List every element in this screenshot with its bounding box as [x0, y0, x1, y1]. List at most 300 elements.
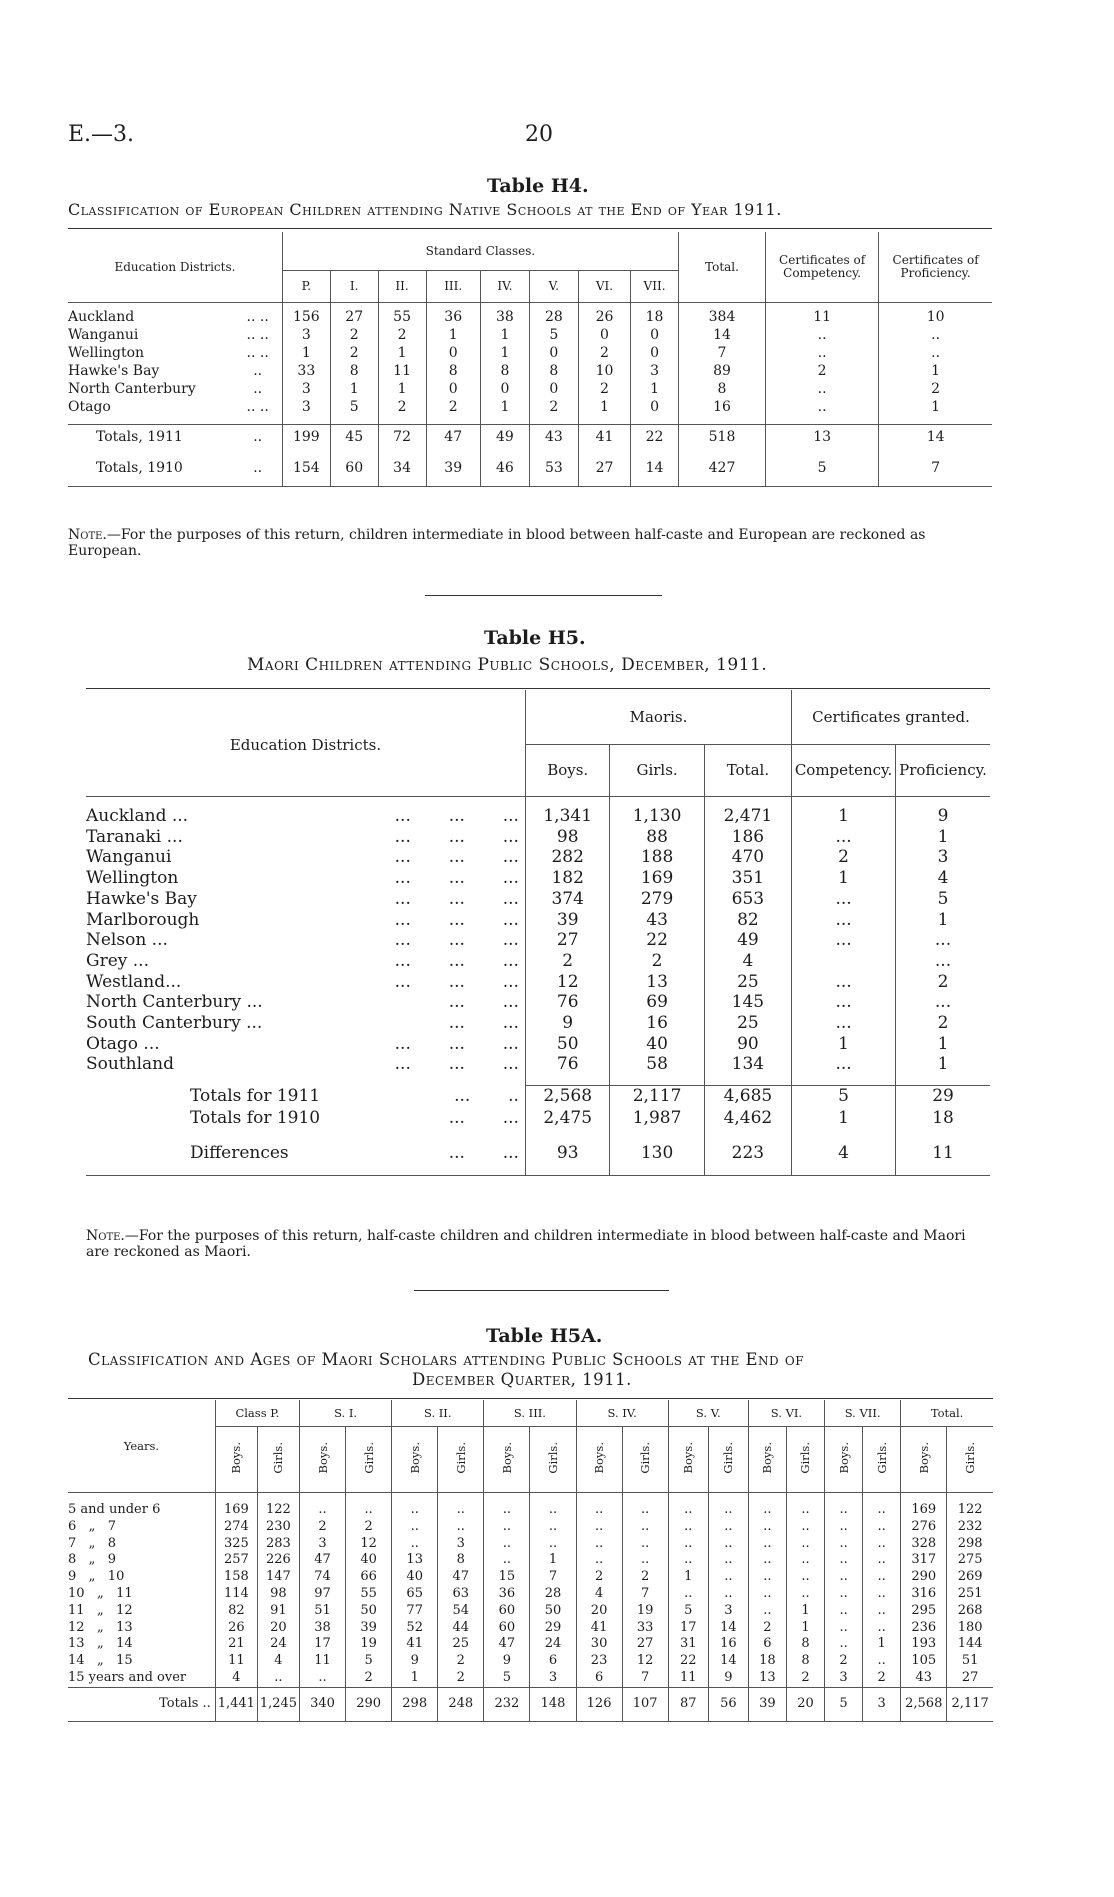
- total-cell: 148: [530, 1687, 576, 1721]
- count-cell: 33: [622, 1620, 668, 1637]
- count-cell: ..: [257, 1670, 299, 1687]
- count-cell: 24: [257, 1636, 299, 1653]
- count-cell: 3: [438, 1536, 484, 1553]
- count-cell: 17: [668, 1620, 708, 1637]
- totals-label: Totals ..: [159, 1695, 211, 1711]
- count-cell: 122: [947, 1502, 993, 1519]
- value-cell: 9: [525, 1013, 609, 1034]
- count-cell: 9: [484, 1653, 530, 1670]
- h5a-girls-label: Girls.: [545, 1441, 560, 1474]
- count-cell: ..: [863, 1569, 901, 1586]
- h5-body: [86, 796, 990, 1176]
- table-row: [86, 889, 990, 910]
- count-cell: ..: [748, 1586, 786, 1603]
- leader-dots: .. ..: [246, 399, 269, 415]
- count-cell: 97: [299, 1586, 345, 1603]
- count-cell: ..: [576, 1536, 622, 1553]
- leader-dots: ... ... ...: [394, 971, 519, 992]
- count-cell: 50: [530, 1603, 576, 1620]
- value-cell: ...: [792, 972, 896, 993]
- class-count: 3: [282, 326, 330, 344]
- value-cell: 76: [525, 992, 609, 1013]
- leader-dots: ... ..: [454, 1086, 519, 1107]
- total-count: 16: [678, 398, 765, 416]
- district-name: Marlborough: [86, 909, 200, 930]
- age-range: 15 years and over: [68, 1669, 187, 1685]
- total-count: 7: [678, 344, 765, 362]
- h5a-girls-label: Girls.: [361, 1441, 376, 1474]
- count-cell: ..: [863, 1653, 901, 1670]
- class-count: 27: [578, 450, 630, 486]
- count-cell: 47: [299, 1552, 345, 1569]
- value-cell: 134: [704, 1054, 791, 1075]
- count-cell: ..: [346, 1502, 392, 1519]
- value-cell: 1: [896, 827, 990, 848]
- count-cell: ..: [708, 1586, 748, 1603]
- h5a-boys-header: [484, 1426, 530, 1492]
- h5a-boys-label: Boys.: [916, 1441, 931, 1474]
- count-cell: 60: [484, 1603, 530, 1620]
- district-name: Hawke's Bay: [86, 888, 197, 909]
- count-cell: 51: [299, 1603, 345, 1620]
- value-cell: 4,462: [704, 1108, 791, 1130]
- count-cell: 169: [901, 1502, 947, 1519]
- count-cell: 18: [748, 1653, 786, 1670]
- value-cell: 9: [896, 806, 990, 827]
- total-cell: 87: [668, 1687, 708, 1721]
- district-name: Taranaki ...: [86, 826, 183, 847]
- competency-count: 5: [766, 450, 879, 486]
- value-cell: 50: [525, 1034, 609, 1055]
- h5a-class-header: S. II.: [392, 1400, 484, 1426]
- count-cell: 2: [622, 1569, 668, 1586]
- table-row: [68, 326, 992, 344]
- count-cell: ..: [438, 1519, 484, 1536]
- class-count: 2: [578, 344, 630, 362]
- count-cell: 5: [484, 1670, 530, 1687]
- count-cell: 47: [484, 1636, 530, 1653]
- class-count: 0: [578, 326, 630, 344]
- count-cell: ..: [668, 1536, 708, 1553]
- count-cell: 3: [299, 1536, 345, 1553]
- count-cell: 328: [901, 1536, 947, 1553]
- count-cell: 2: [346, 1670, 392, 1687]
- note-text: For the purposes of this return, children intermediate in blood between half-caste and European are reckoned as European.: [68, 527, 926, 559]
- h4-standard-header: Standard Classes.: [282, 232, 678, 270]
- table-h4-caption: Classification of European Children attending Native Schools at the End of Year 1911.: [68, 200, 782, 219]
- value-cell: 1: [792, 806, 896, 827]
- count-cell: 66: [346, 1569, 392, 1586]
- table-h5: [86, 690, 990, 1176]
- value-cell: 39: [525, 910, 609, 931]
- count-cell: 317: [901, 1552, 947, 1569]
- count-cell: 1: [530, 1552, 576, 1569]
- count-cell: 2: [299, 1519, 345, 1536]
- count-cell: ..: [863, 1586, 901, 1603]
- value-cell: 90: [704, 1034, 791, 1055]
- district-name: Wellington: [86, 868, 179, 889]
- class-count: 1: [480, 398, 529, 416]
- value-cell: ...: [792, 827, 896, 848]
- table-row: [68, 1502, 993, 1519]
- total-cell: 107: [622, 1687, 668, 1721]
- count-cell: 105: [901, 1653, 947, 1670]
- count-cell: ..: [708, 1519, 748, 1536]
- count-cell: 21: [215, 1636, 257, 1653]
- count-cell: 17: [299, 1636, 345, 1653]
- count-cell: 13: [392, 1552, 438, 1569]
- class-count: 8: [529, 362, 578, 380]
- h4-class-header: I.: [330, 270, 378, 302]
- value-cell: 3: [896, 847, 990, 868]
- class-count: 5: [330, 398, 378, 416]
- count-cell: ..: [748, 1569, 786, 1586]
- h5a-class-header: S. VI.: [748, 1400, 824, 1426]
- value-cell: 279: [610, 889, 704, 910]
- count-cell: 8: [786, 1653, 824, 1670]
- separator-rule: [414, 1290, 669, 1291]
- value-cell: 1: [896, 910, 990, 931]
- value-cell: 1: [896, 1054, 990, 1075]
- class-count: 3: [282, 380, 330, 398]
- header-row: [68, 1400, 993, 1426]
- district-name: North Canterbury: [68, 381, 196, 397]
- h5a-girls-header: [786, 1426, 824, 1492]
- class-count: 45: [330, 424, 378, 450]
- count-cell: 1: [863, 1636, 901, 1653]
- value-cell: 1,341: [525, 806, 609, 827]
- class-count: 0: [529, 344, 578, 362]
- value-cell: 145: [704, 992, 791, 1013]
- total-cell: 340: [299, 1687, 345, 1721]
- count-cell: ..: [530, 1536, 576, 1553]
- value-cell: 653: [704, 889, 791, 910]
- class-count: 8: [330, 362, 378, 380]
- class-count: 41: [578, 424, 630, 450]
- leader-dots: ..: [253, 363, 263, 379]
- count-cell: 232: [947, 1519, 993, 1536]
- class-count: 0: [480, 380, 529, 398]
- count-cell: ..: [748, 1603, 786, 1620]
- value-cell: ...: [896, 992, 990, 1013]
- h5a-boys-header: [392, 1426, 438, 1492]
- class-count: 2: [529, 398, 578, 416]
- count-cell: 180: [947, 1620, 993, 1637]
- count-cell: 3: [708, 1603, 748, 1620]
- value-cell: 2: [610, 951, 704, 972]
- count-cell: ..: [708, 1502, 748, 1519]
- class-count: 34: [378, 450, 426, 486]
- count-cell: 20: [576, 1603, 622, 1620]
- total-cell: 248: [438, 1687, 484, 1721]
- count-cell: ..: [622, 1552, 668, 1569]
- count-cell: 23: [576, 1653, 622, 1670]
- h5a-girls-label: Girls.: [963, 1441, 978, 1474]
- h5-certs-header: Certificates granted.: [792, 690, 990, 744]
- count-cell: 14: [708, 1620, 748, 1637]
- total-cell: 1,441: [215, 1687, 257, 1721]
- h5-district-header: Education Districts.: [229, 735, 382, 754]
- class-count: 1: [480, 344, 529, 362]
- table-h4-top-rule: [68, 228, 992, 229]
- count-cell: 26: [215, 1620, 257, 1637]
- table-row: [86, 1142, 990, 1166]
- count-cell: 51: [947, 1653, 993, 1670]
- table-row: [86, 827, 990, 848]
- count-cell: ..: [576, 1519, 622, 1536]
- count-cell: ..: [825, 1603, 863, 1620]
- table-row: [86, 951, 990, 972]
- h5a-boys-header: [576, 1426, 622, 1492]
- table-row: [68, 380, 992, 398]
- leader-dots: ..: [253, 381, 263, 397]
- district-name: Totals for 1910: [190, 1108, 321, 1129]
- value-cell: 282: [525, 847, 609, 868]
- h5a-boys-label: Boys.: [229, 1441, 244, 1474]
- table-h5-title: Table H5.: [484, 627, 586, 649]
- class-count: 2: [378, 398, 426, 416]
- count-cell: ..: [530, 1519, 576, 1536]
- value-cell: 1,987: [610, 1108, 704, 1130]
- district-name: Grey ...: [86, 950, 149, 971]
- h5a-boys-header: [668, 1426, 708, 1492]
- count-cell: 77: [392, 1603, 438, 1620]
- h5a-boys-label: Boys.: [760, 1441, 775, 1474]
- value-cell: 374: [525, 889, 609, 910]
- table-row: [86, 910, 990, 931]
- class-count: 8: [480, 362, 529, 380]
- count-cell: 230: [257, 1519, 299, 1536]
- bottom-rule-row: [86, 1176, 990, 1177]
- count-cell: ..: [668, 1552, 708, 1569]
- count-cell: 4: [257, 1653, 299, 1670]
- count-cell: ..: [863, 1552, 901, 1569]
- h5a-years-header: Years.: [68, 1400, 215, 1492]
- leader-dots: ... ...: [448, 1108, 519, 1129]
- count-cell: 36: [484, 1586, 530, 1603]
- h5a-girls-label: Girls.: [874, 1441, 889, 1474]
- value-cell: 1: [792, 868, 896, 889]
- count-cell: 276: [901, 1519, 947, 1536]
- count-cell: 40: [346, 1552, 392, 1569]
- leader-dots: ... ... ...: [394, 1033, 519, 1054]
- count-cell: ..: [863, 1519, 901, 1536]
- count-cell: 251: [947, 1586, 993, 1603]
- count-cell: 74: [299, 1569, 345, 1586]
- value-cell: 4: [704, 951, 791, 972]
- class-count: 0: [631, 398, 679, 416]
- count-cell: 27: [622, 1636, 668, 1653]
- count-cell: 268: [947, 1603, 993, 1620]
- count-cell: ..: [668, 1502, 708, 1519]
- table-row: [86, 930, 990, 951]
- count-cell: 1: [786, 1620, 824, 1637]
- note-text: For the purposes of this return, half-caste children and children intermediate in blood between half-caste and Maori are reckoned as Maori.: [86, 1228, 966, 1260]
- class-count: 0: [529, 380, 578, 398]
- age-range: 6 „ 7: [68, 1518, 117, 1534]
- count-cell: 226: [257, 1552, 299, 1569]
- count-cell: 14: [708, 1653, 748, 1670]
- count-cell: 7: [622, 1586, 668, 1603]
- table-row: [68, 1603, 993, 1620]
- note-label: Note.—: [68, 527, 121, 543]
- age-range: 12 „ 13: [68, 1619, 133, 1635]
- district-name: Wellington: [68, 345, 145, 361]
- table-row: [86, 972, 990, 993]
- count-cell: ..: [708, 1552, 748, 1569]
- class-count: 18: [631, 308, 679, 326]
- value-cell: 2,117: [610, 1086, 704, 1108]
- h5a-class-header: Total.: [901, 1400, 993, 1426]
- table-h5a-top-rule: [68, 1398, 993, 1399]
- value-cell: ...: [896, 951, 990, 972]
- value-cell: 25: [704, 972, 791, 993]
- h5-boys-header: Boys.: [525, 744, 609, 796]
- h5a-class-header: S. III.: [484, 1400, 576, 1426]
- value-cell: 49: [704, 930, 791, 951]
- class-count: 1: [378, 380, 426, 398]
- age-range: 5 and under 6: [68, 1502, 161, 1517]
- h5a-girls-label: Girls.: [721, 1441, 736, 1474]
- count-cell: 158: [215, 1569, 257, 1586]
- count-cell: ..: [786, 1552, 824, 1569]
- leader-dots: ... ...: [448, 992, 519, 1013]
- h5a-girls-label: Girls.: [271, 1441, 286, 1474]
- count-cell: 5: [346, 1653, 392, 1670]
- h5a-boys-label: Boys.: [499, 1441, 514, 1474]
- class-count: 3: [282, 398, 330, 416]
- age-range: 10 „ 11: [68, 1585, 133, 1601]
- value-cell: 5: [896, 889, 990, 910]
- age-range: 13 „ 14: [68, 1636, 133, 1652]
- district-name: Southland: [86, 1054, 175, 1075]
- table-row: [68, 1670, 993, 1687]
- count-cell: 144: [947, 1636, 993, 1653]
- count-cell: 114: [215, 1586, 257, 1603]
- value-cell: 27: [525, 930, 609, 951]
- count-cell: 290: [901, 1569, 947, 1586]
- count-cell: ..: [863, 1536, 901, 1553]
- count-cell: ..: [530, 1502, 576, 1519]
- count-cell: 9: [708, 1670, 748, 1687]
- count-cell: 8: [786, 1636, 824, 1653]
- count-cell: 52: [392, 1620, 438, 1637]
- total-cell: 1,245: [257, 1687, 299, 1721]
- spacer-row: [86, 1075, 990, 1085]
- class-count: 49: [480, 424, 529, 450]
- count-cell: ..: [786, 1586, 824, 1603]
- district-name: Wanganui: [68, 327, 139, 343]
- table-h5a-caption-line2: December Quarter, 1911.: [412, 1370, 632, 1389]
- count-cell: 54: [438, 1603, 484, 1620]
- series-code: E.—3.: [68, 122, 135, 147]
- count-cell: 12: [346, 1536, 392, 1553]
- value-cell: ...: [896, 930, 990, 951]
- count-cell: ..: [392, 1536, 438, 1553]
- proficiency-count: 14: [879, 424, 992, 450]
- h4-class-header: IV.: [480, 270, 529, 302]
- count-cell: 11: [299, 1653, 345, 1670]
- age-range: 9 „ 10: [68, 1569, 125, 1585]
- proficiency-count: 1: [879, 362, 992, 380]
- class-count: 22: [631, 424, 679, 450]
- district-name: Hawke's Bay: [68, 363, 160, 379]
- count-cell: ..: [438, 1502, 484, 1519]
- proficiency-count: ..: [879, 344, 992, 362]
- count-cell: 274: [215, 1519, 257, 1536]
- district-name: Totals for 1911: [190, 1086, 321, 1107]
- leader-dots: ... ... ...: [394, 1054, 519, 1075]
- count-cell: 98: [257, 1586, 299, 1603]
- value-cell: 2: [896, 972, 990, 993]
- count-cell: 44: [438, 1620, 484, 1637]
- table-h4-title: Table H4.: [487, 175, 589, 197]
- value-cell: 82: [704, 910, 791, 931]
- h5-maoris-header: Maoris.: [525, 690, 791, 744]
- count-cell: ..: [825, 1552, 863, 1569]
- count-cell: 283: [257, 1536, 299, 1553]
- table-row: [68, 344, 992, 362]
- value-cell: 2,568: [525, 1086, 609, 1108]
- value-cell: 98: [525, 827, 609, 848]
- h5a-boys-header: [901, 1426, 947, 1492]
- count-cell: 60: [484, 1620, 530, 1637]
- h5a-class-header: Class P.: [215, 1400, 299, 1426]
- count-cell: ..: [825, 1502, 863, 1519]
- total-cell: 298: [392, 1687, 438, 1721]
- count-cell: 2: [863, 1670, 901, 1687]
- count-cell: 22: [668, 1653, 708, 1670]
- table-h4-note: [68, 527, 992, 559]
- h5a-body: [68, 1492, 993, 1721]
- h4-proficiency-header: Certificates of Proficiency.: [879, 232, 992, 302]
- spacer-row: [86, 796, 990, 806]
- total-count: 384: [678, 308, 765, 326]
- district-name: Otago ...: [86, 1033, 160, 1054]
- count-cell: 257: [215, 1552, 257, 1569]
- h5a-girls-header: [438, 1426, 484, 1492]
- spacer-row: [86, 1166, 990, 1176]
- count-cell: ..: [622, 1502, 668, 1519]
- count-cell: 2: [438, 1653, 484, 1670]
- count-cell: ..: [708, 1536, 748, 1553]
- age-range: 11 „ 12: [68, 1602, 133, 1618]
- count-cell: 31: [668, 1636, 708, 1653]
- count-cell: ..: [708, 1569, 748, 1586]
- proficiency-count: 10: [879, 308, 992, 326]
- count-cell: ..: [786, 1536, 824, 1553]
- class-count: 8: [426, 362, 480, 380]
- value-cell: 93: [525, 1142, 609, 1166]
- value-cell: 223: [704, 1142, 791, 1166]
- h5a-class-header: S. VII.: [825, 1400, 901, 1426]
- count-cell: 193: [901, 1636, 947, 1653]
- table-row: [68, 1586, 993, 1603]
- class-count: 28: [529, 308, 578, 326]
- count-cell: 63: [438, 1586, 484, 1603]
- total-count: 518: [678, 424, 765, 450]
- count-cell: 1: [668, 1569, 708, 1586]
- h5a-girls-label: Girls.: [798, 1441, 813, 1474]
- count-cell: 298: [947, 1536, 993, 1553]
- count-cell: ..: [668, 1586, 708, 1603]
- count-cell: ..: [748, 1536, 786, 1553]
- class-count: 10: [578, 362, 630, 380]
- count-cell: 169: [215, 1502, 257, 1519]
- count-cell: 38: [299, 1620, 345, 1637]
- h5a-girls-label: Girls.: [453, 1441, 468, 1474]
- value-cell: 58: [610, 1054, 704, 1075]
